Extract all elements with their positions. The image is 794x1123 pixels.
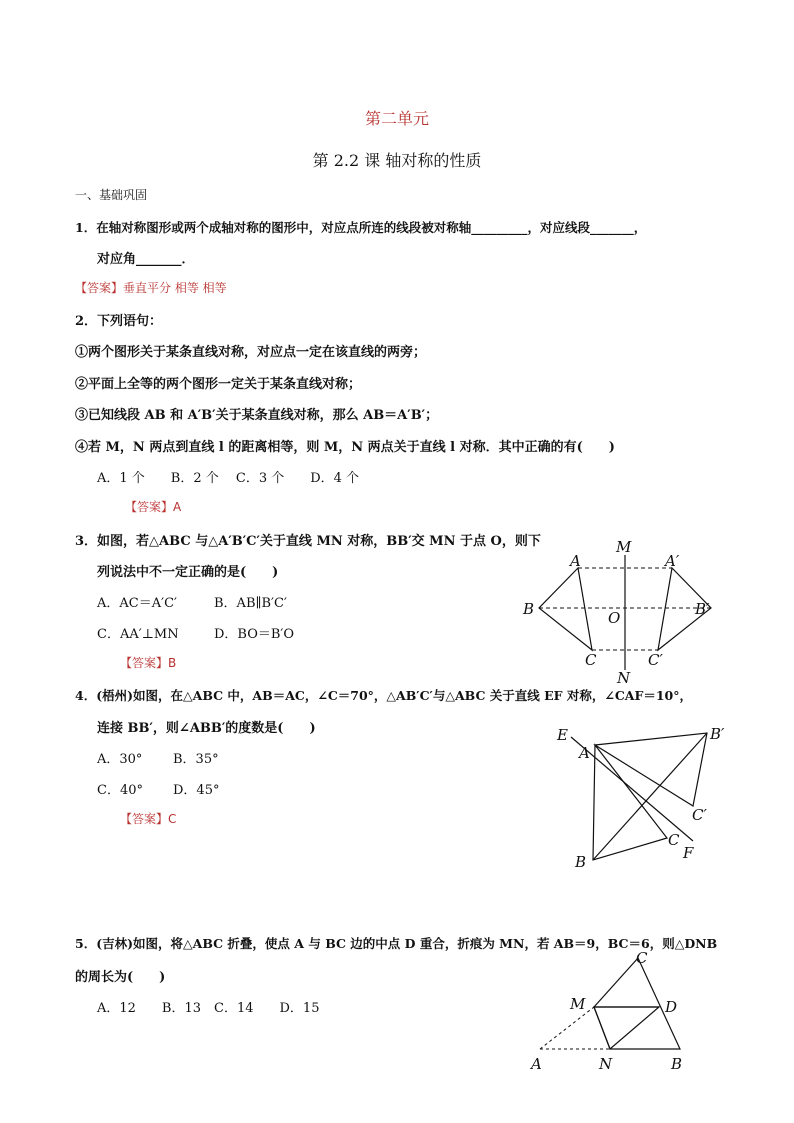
q2-stem: 2．下列语句： xyxy=(75,314,163,329)
q3-option-c: C．AA′⊥MN xyxy=(97,627,179,642)
q5-line2: 的周长为( ) xyxy=(75,970,166,985)
label-e: E xyxy=(557,726,568,744)
section-heading: 一、基础巩固 xyxy=(75,188,148,202)
q3-option-d: D．BO＝B′O xyxy=(214,627,295,642)
label-a: A xyxy=(570,552,581,570)
label-a: A xyxy=(531,1055,542,1073)
q4-figure xyxy=(545,715,745,875)
q1-answer: 【答案】垂直平分 相等 相等 xyxy=(75,281,227,295)
q2-statement-3: ③已知线段 AB 和 A′B′关于某条直线对称，那么 AB＝A′B′； xyxy=(75,408,439,423)
label-a: A xyxy=(579,744,590,762)
q2-options: A．1 个 B．2 个 C．3 个 D．4 个 xyxy=(97,471,360,486)
label-c-prime: C′ xyxy=(648,651,663,669)
q3-answer: 【答案】B xyxy=(120,656,177,670)
label-b-prime: B′ xyxy=(710,725,725,743)
q3-option-b: B．AB∥B′C′ xyxy=(214,596,287,611)
q4-option-a: A．30° xyxy=(97,752,143,767)
q4-line1: 4．(梧州)如图，在△ABC 中，AB＝AC，∠C＝70°，△AB′C′与△ABC 关于直线 EF 对称，∠CAF＝10°， xyxy=(75,688,692,703)
q1-line1: 1．在轴对称图形或两个成轴对称的图形中，对应点所连的线段被对称轴_________，对应线段_______， xyxy=(75,220,647,235)
label-c-prime: C′ xyxy=(692,806,707,824)
label-b: B xyxy=(671,1055,683,1073)
label-c: C xyxy=(585,651,597,669)
q2-answer: 【答案】A xyxy=(125,500,182,514)
q3-line1: 3．如图，若△ABC 与△A′B′C′关于直线 MN 对称，BB′交 MN 于点 O，则下 xyxy=(75,534,541,549)
segment-bb2 xyxy=(593,733,707,860)
label-b-prime: B′ xyxy=(695,600,710,618)
q4-option-b: B．35° xyxy=(173,752,219,767)
label-c: C xyxy=(668,831,680,849)
label-m: M xyxy=(570,995,586,1013)
label-c: C xyxy=(636,949,648,967)
triangle-abc xyxy=(539,568,592,650)
triangle-abc xyxy=(593,745,667,860)
label-a-prime: A′ xyxy=(665,552,680,570)
label-d: D xyxy=(665,998,678,1016)
q2-statement-2: ②平面上全等的两个图形一定关于某条直线对称； xyxy=(75,377,362,392)
q2-statement-4: ④若 M，N 两点到直线 l 的距离相等，则 M，N 两点关于直线 l 对称．其中正确的有( ) xyxy=(75,440,615,455)
q3-figure xyxy=(520,535,730,685)
q5-figure xyxy=(525,945,700,1075)
am-dashed xyxy=(540,1007,594,1049)
q3-option-a: A．AC＝A′C′ xyxy=(97,596,177,611)
label-f: F xyxy=(683,844,694,862)
label-m: M xyxy=(616,538,632,556)
q4-option-c: C．40° xyxy=(97,783,143,798)
label-n: N xyxy=(617,669,631,685)
q2-statement-1: ①两个图形关于某条直线对称，对应点一定在该直线的两旁； xyxy=(75,345,427,360)
label-b: B xyxy=(575,853,587,871)
lesson-title: 第 2.2 课 轴对称的性质 xyxy=(312,151,482,170)
label-o: O xyxy=(608,609,621,627)
q4-option-d: D．45° xyxy=(173,783,220,798)
label-b: B xyxy=(523,600,535,618)
unit-title: 第二单元 xyxy=(364,109,429,128)
q4-line2: 连接 BB′，则∠ABB′的度数是( ) xyxy=(97,721,316,736)
q3-line2: 列说法中不一定正确的是( ) xyxy=(97,565,279,580)
q4-answer: 【答案】C xyxy=(120,812,177,826)
label-n: N xyxy=(599,1055,613,1073)
q1-line2: 对应角_______． xyxy=(97,252,195,267)
q5-options: A．12 B．13 C．14 D．15 xyxy=(97,1001,320,1016)
folded-triangle-mnd xyxy=(594,1007,659,1049)
q5-line1: 5．(吉林)如图，将△ABC 折叠，使点 A 与 BC 边的中点 D 重合，折痕为 MN，若 AB＝9，BC＝6，则△DNB xyxy=(75,936,718,951)
